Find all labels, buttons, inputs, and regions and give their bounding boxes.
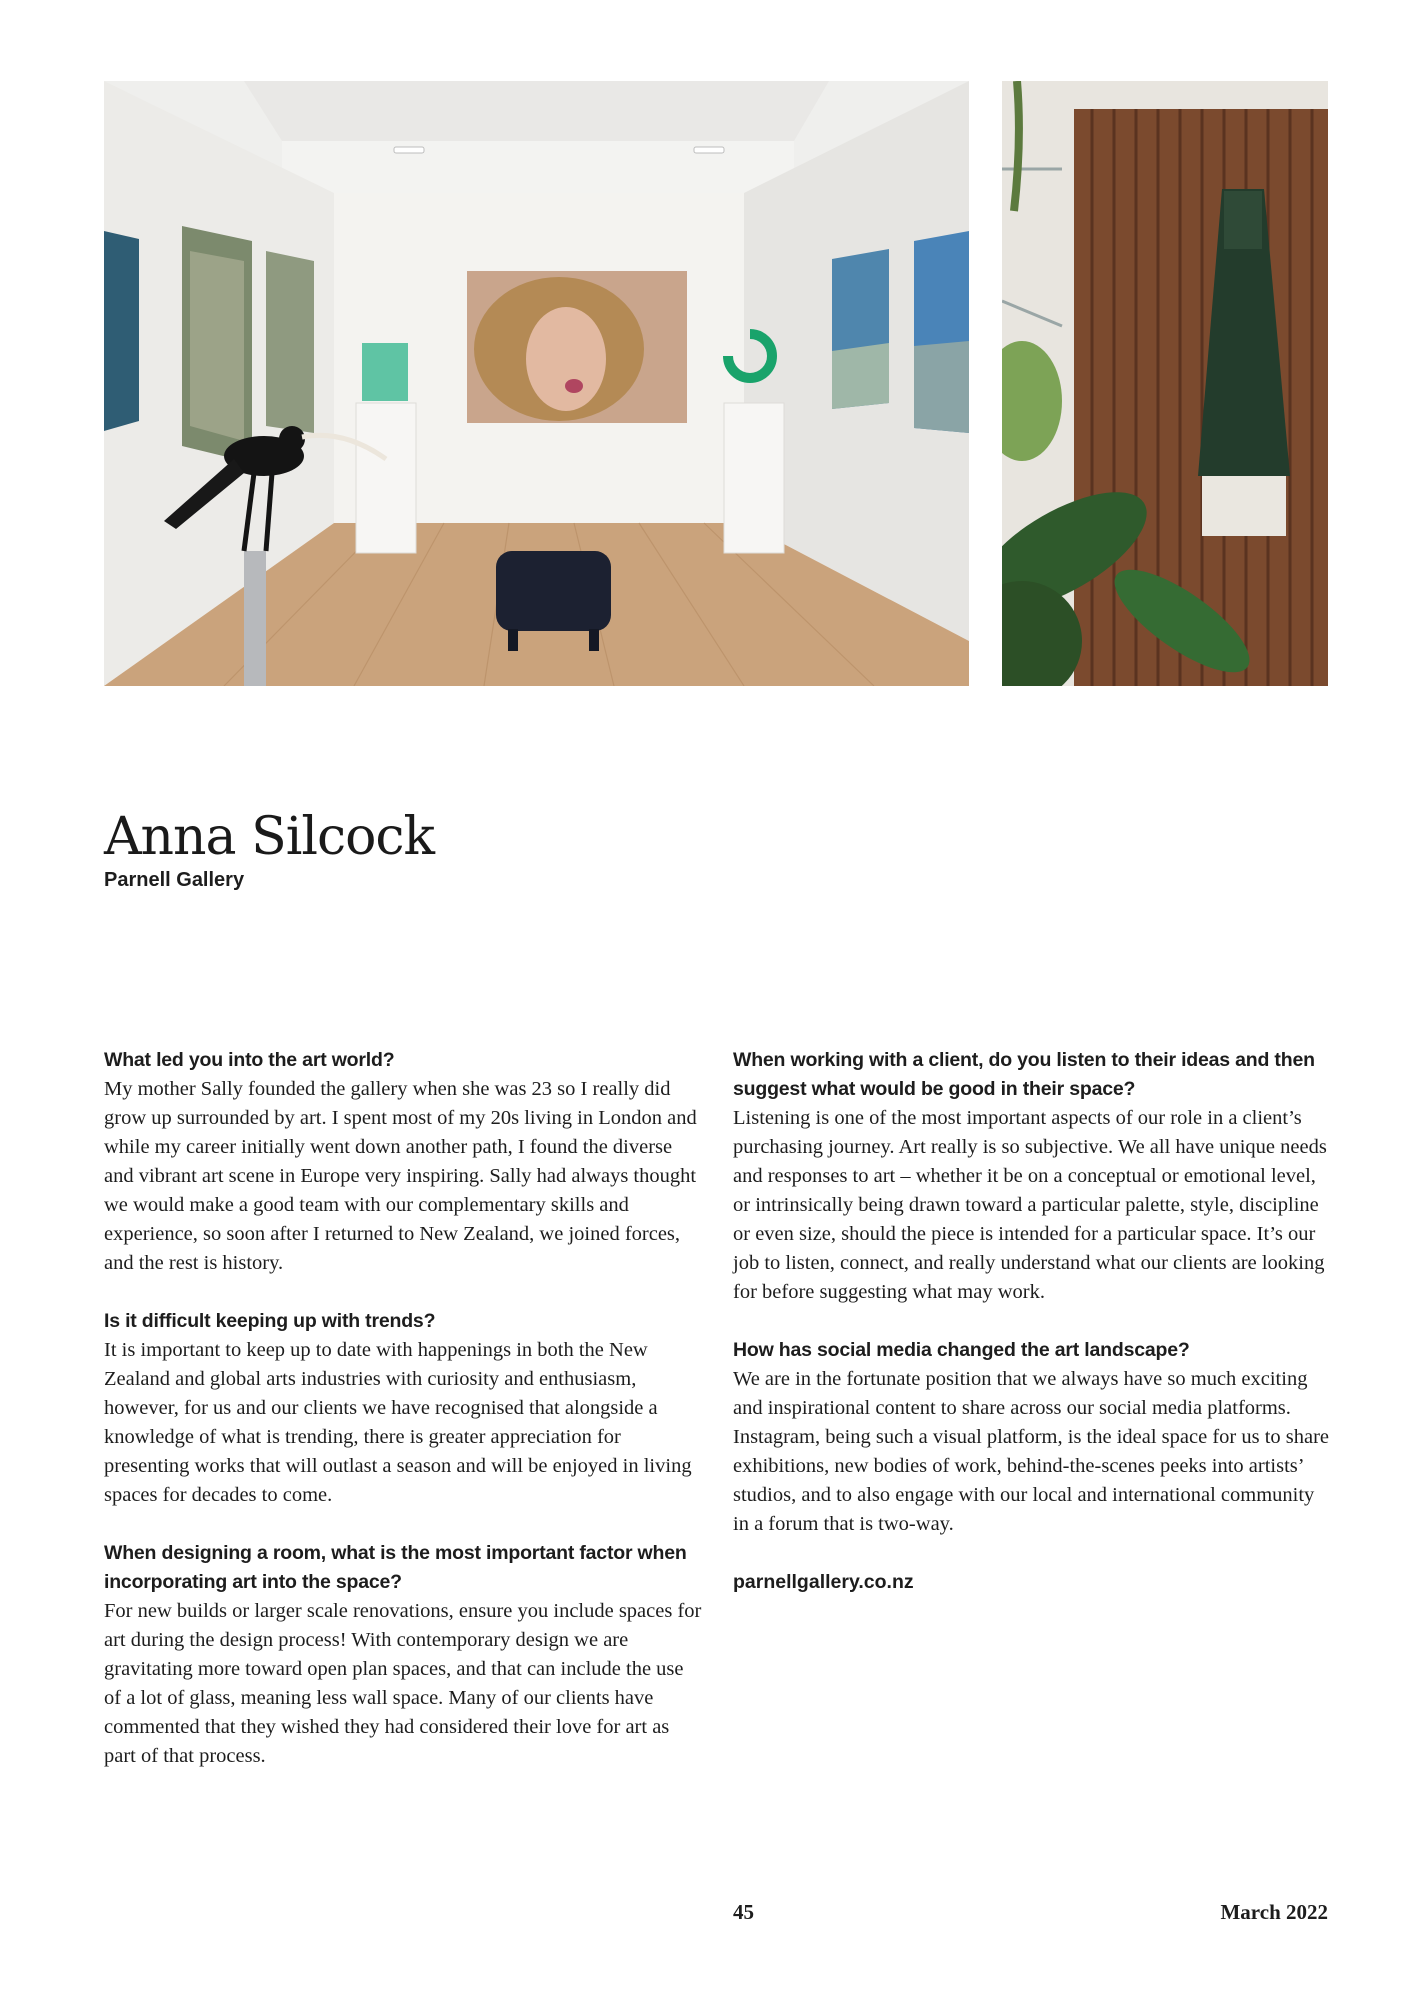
answer-paragraph: It is important to keep up to date with happenings in both the New Zealand and global arts industries with curiosity and enthusiasm, however, for us and our clients we have recognised that alongside a knowledge of what is trending, there is greater appreciation for presenting works that will outlast a season and will be enjoyed in living spaces for decades to come.: [104, 1339, 692, 1506]
answer-paragraph: My mother Sally founded the gallery when she was 23 so I really did grow up surrounded by art. I spent most of my 20s living in London and while my career initially went down another path, I found the diverse and vibrant art scene in Europe very inspiring. Sally had always thought we would make a good team with our complementary skills and experience, so soon after I returned to New Zealand, we joined forces, and the rest is history.: [104, 1078, 697, 1274]
page-number: 45: [733, 1900, 754, 1924]
question-heading: How has social media changed the art landscape?: [733, 1339, 1190, 1361]
timber-wall-sculpture-photo: [1002, 81, 1328, 686]
answer-paragraph: For new builds or larger scale renovations, ensure you include spaces for art during the design process! With contemporary design we are gravitating more toward open plan spaces, and that can include the use of a lot of glass, meaning less wall space. Many of our clients have commented that they wished they had considered their love for art as part of that process.: [104, 1600, 702, 1767]
gallery-name: Parnell Gallery: [104, 869, 245, 891]
gallery-interior-photo: [104, 81, 969, 686]
answer-paragraph: We are in the fortunate position that we always have so much exciting and inspirational content to share across our social media platforms. Instagram, being such a visual platform, is the ideal space for us to share exhibitions, new bodies of work, behind-the-scenes peeks into artists’ studios, and to also engage with our local and international community in a forum that is two-way.: [733, 1368, 1330, 1535]
issue-date: March 2022: [1220, 1900, 1328, 1924]
question-heading: Is it difficult keeping up with trends?: [104, 1310, 436, 1332]
question-heading: When working with a client, do you listen to their ideas and then suggest what would be good in their space?: [733, 1049, 1315, 1100]
answer-paragraph: Listening is one of the most important aspects of our role in a client’s purchasing journey. Art really is so subjective. We all have unique needs and responses to art – whether it be on a conceptual or emotional level, or intrinsically being drawn toward a particular palette, style, discipline or even size, should the piece is intended for a particular space. It’s our job to listen, connect, and really understand what our clients are looking for before suggesting what may work.: [733, 1107, 1327, 1303]
website-link[interactable]: parnellgallery.co.nz: [733, 1571, 914, 1593]
right-column: [733, 1046, 1331, 1597]
question-heading: What led you into the art world?: [104, 1049, 395, 1071]
profile-name: Anna Silcock: [104, 807, 435, 867]
question-heading: When designing a room, what is the most important factor when incorporating art into the space?: [104, 1542, 687, 1593]
left-column: [104, 1046, 702, 1800]
